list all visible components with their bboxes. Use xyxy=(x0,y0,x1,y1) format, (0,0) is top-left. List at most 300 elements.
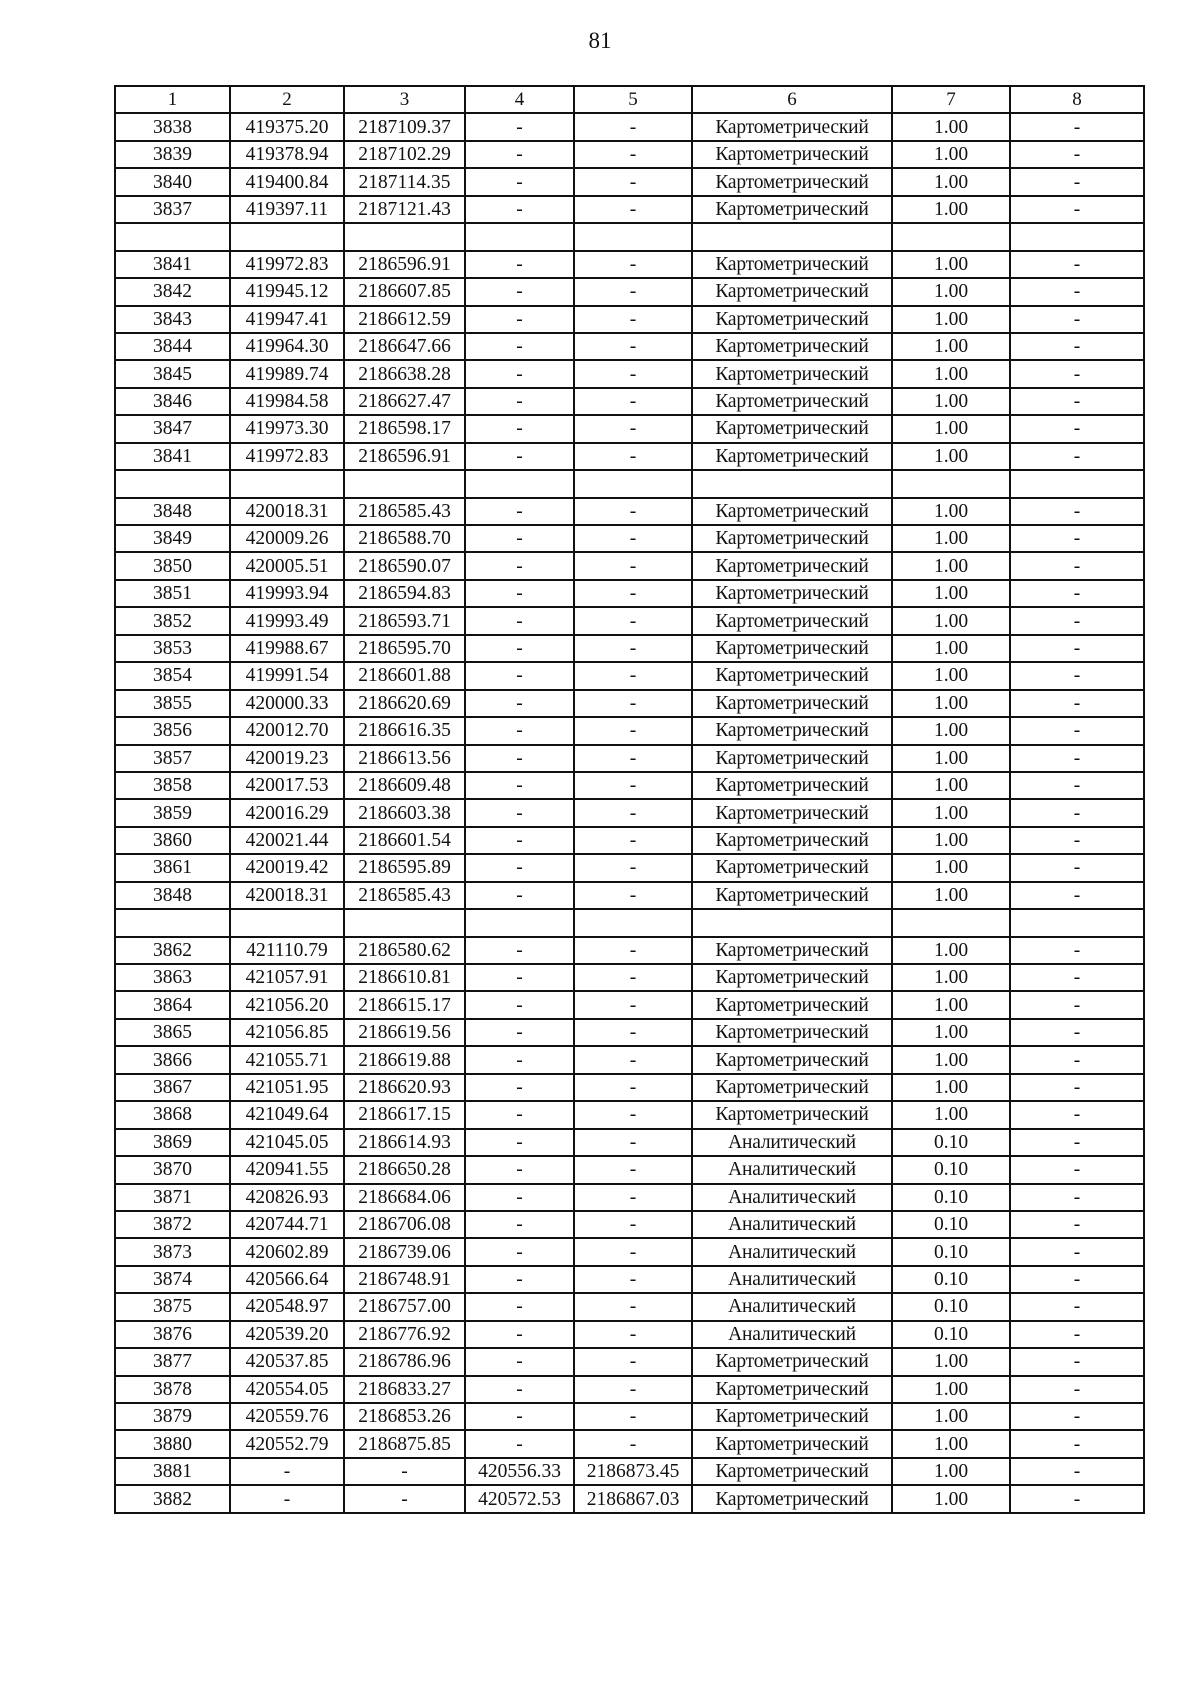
y-new-cell: - xyxy=(574,1074,692,1101)
point-number-cell: 3876 xyxy=(115,1321,230,1348)
point-number-cell: 3854 xyxy=(115,662,230,689)
method-cell: Картометрический xyxy=(692,991,892,1018)
x-new-cell: - xyxy=(465,306,574,333)
x-new-cell: - xyxy=(465,415,574,442)
y-coordinate-cell: 2187109.37 xyxy=(344,113,465,140)
y-coordinate-cell: 2186585.43 xyxy=(344,882,465,909)
point-number-cell: 3864 xyxy=(115,991,230,1018)
accuracy-cell: 0.10 xyxy=(892,1321,1010,1348)
method-cell: Картометрический xyxy=(692,1348,892,1375)
x-new-cell: - xyxy=(465,1238,574,1265)
table-row xyxy=(115,827,1144,854)
accuracy-cell: 1.00 xyxy=(892,717,1010,744)
point-number-cell: 3879 xyxy=(115,1403,230,1430)
y-coordinate-cell: 2186580.62 xyxy=(344,937,465,964)
point-number-cell: 3844 xyxy=(115,333,230,360)
note-cell: - xyxy=(1010,552,1144,579)
method-cell: Аналитический xyxy=(692,1129,892,1156)
y-coordinate-cell: 2186596.91 xyxy=(344,251,465,278)
method-cell: Картометрический xyxy=(692,1485,892,1512)
x-new-cell xyxy=(465,223,574,250)
y-new-cell: - xyxy=(574,415,692,442)
y-coordinate-cell: 2187121.43 xyxy=(344,196,465,223)
accuracy-cell: 0.10 xyxy=(892,1129,1010,1156)
y-coordinate-cell: 2186601.88 xyxy=(344,662,465,689)
accuracy-cell: 0.10 xyxy=(892,1184,1010,1211)
x-new-cell: - xyxy=(465,278,574,305)
accuracy-cell: 1.00 xyxy=(892,1019,1010,1046)
x-new-cell: - xyxy=(465,525,574,552)
note-cell: - xyxy=(1010,1101,1144,1128)
method-cell: Картометрический xyxy=(692,882,892,909)
method-cell: Картометрический xyxy=(692,1403,892,1430)
x-coordinate-cell: 421051.95 xyxy=(230,1074,344,1101)
note-cell: - xyxy=(1010,1485,1144,1512)
point-number-cell: 3855 xyxy=(115,690,230,717)
method-cell: Картометрический xyxy=(692,333,892,360)
table-row xyxy=(115,388,1144,415)
table-row xyxy=(115,1238,1144,1265)
point-number-cell: 3880 xyxy=(115,1430,230,1457)
table-row xyxy=(115,854,1144,881)
method-cell: Картометрический xyxy=(692,717,892,744)
note-cell: - xyxy=(1010,333,1144,360)
column-header-7: 7 xyxy=(892,86,1010,113)
point-number-cell: 3837 xyxy=(115,196,230,223)
y-new-cell: - xyxy=(574,333,692,360)
x-coordinate-cell: 421110.79 xyxy=(230,937,344,964)
y-new-cell: - xyxy=(574,525,692,552)
note-cell: - xyxy=(1010,278,1144,305)
y-new-cell: - xyxy=(574,1238,692,1265)
accuracy-cell: 0.10 xyxy=(892,1156,1010,1183)
x-new-cell: - xyxy=(465,1074,574,1101)
note-cell: - xyxy=(1010,113,1144,140)
note-cell: - xyxy=(1010,306,1144,333)
note-cell: - xyxy=(1010,1348,1144,1375)
method-cell: Картометрический xyxy=(692,113,892,140)
x-new-cell: - xyxy=(465,1266,574,1293)
method-cell: Картометрический xyxy=(692,251,892,278)
y-new-cell: - xyxy=(574,799,692,826)
accuracy-cell: 1.00 xyxy=(892,882,1010,909)
y-coordinate-cell: 2186601.54 xyxy=(344,827,465,854)
x-new-cell: - xyxy=(465,1101,574,1128)
point-number-cell: 3856 xyxy=(115,717,230,744)
table-row xyxy=(115,690,1144,717)
table-row xyxy=(115,662,1144,689)
y-coordinate-cell: 2186609.48 xyxy=(344,772,465,799)
method-cell: Картометрический xyxy=(692,1046,892,1073)
table-row xyxy=(115,415,1144,442)
x-new-cell: - xyxy=(465,141,574,168)
y-coordinate-cell: 2186588.70 xyxy=(344,525,465,552)
method-cell: Картометрический xyxy=(692,525,892,552)
column-header-3: 3 xyxy=(344,86,465,113)
x-coordinate-cell: 421049.64 xyxy=(230,1101,344,1128)
point-number-cell: 3841 xyxy=(115,443,230,470)
y-new-cell: - xyxy=(574,168,692,195)
y-new-cell: - xyxy=(574,498,692,525)
x-coordinate-cell: 419989.74 xyxy=(230,360,344,387)
accuracy-cell: 1.00 xyxy=(892,278,1010,305)
method-cell xyxy=(692,470,892,497)
method-cell: Картометрический xyxy=(692,745,892,772)
point-number-cell: 3881 xyxy=(115,1458,230,1485)
accuracy-cell: 0.10 xyxy=(892,1266,1010,1293)
x-coordinate-cell: 419947.41 xyxy=(230,306,344,333)
x-coordinate-cell: 421056.20 xyxy=(230,991,344,1018)
table-row xyxy=(115,772,1144,799)
note-cell: - xyxy=(1010,415,1144,442)
y-new-cell xyxy=(574,470,692,497)
y-coordinate-cell: 2186603.38 xyxy=(344,799,465,826)
accuracy-cell: 1.00 xyxy=(892,1101,1010,1128)
y-new-cell: - xyxy=(574,1430,692,1457)
method-cell: Аналитический xyxy=(692,1211,892,1238)
column-header-8: 8 xyxy=(1010,86,1144,113)
y-coordinate-cell: 2186776.92 xyxy=(344,1321,465,1348)
x-new-cell: - xyxy=(465,168,574,195)
table-row xyxy=(115,1101,1144,1128)
note-cell: - xyxy=(1010,1156,1144,1183)
x-new-cell: - xyxy=(465,1046,574,1073)
y-coordinate-cell: 2186706.08 xyxy=(344,1211,465,1238)
method-cell xyxy=(692,223,892,250)
y-new-cell: - xyxy=(574,196,692,223)
x-new-cell: - xyxy=(465,498,574,525)
x-new-cell: - xyxy=(465,1184,574,1211)
separator-row xyxy=(115,909,1144,936)
x-new-cell: - xyxy=(465,1348,574,1375)
point-number-cell: 3862 xyxy=(115,937,230,964)
accuracy-cell: 1.00 xyxy=(892,991,1010,1018)
table-row xyxy=(115,1485,1144,1512)
table-row xyxy=(115,1156,1144,1183)
table-row xyxy=(115,1046,1144,1073)
y-coordinate-cell: - xyxy=(344,1485,465,1512)
x-coordinate-cell: 420018.31 xyxy=(230,882,344,909)
x-coordinate-cell: 420021.44 xyxy=(230,827,344,854)
y-coordinate-cell: 2186612.59 xyxy=(344,306,465,333)
note-cell: - xyxy=(1010,964,1144,991)
point-number-cell: 3850 xyxy=(115,552,230,579)
point-number-cell: 3859 xyxy=(115,799,230,826)
x-coordinate-cell: 420744.71 xyxy=(230,1211,344,1238)
y-coordinate-cell: 2186748.91 xyxy=(344,1266,465,1293)
method-cell: Картометрический xyxy=(692,1376,892,1403)
table-row xyxy=(115,1376,1144,1403)
x-coordinate-cell: 419993.94 xyxy=(230,580,344,607)
table-row xyxy=(115,1184,1144,1211)
accuracy-cell: 1.00 xyxy=(892,1046,1010,1073)
y-new-cell: - xyxy=(574,1348,692,1375)
method-cell: Аналитический xyxy=(692,1238,892,1265)
accuracy-cell: 1.00 xyxy=(892,799,1010,826)
column-header-1: 1 xyxy=(115,86,230,113)
note-cell: - xyxy=(1010,498,1144,525)
note-cell: - xyxy=(1010,854,1144,881)
note-cell: - xyxy=(1010,745,1144,772)
note-cell: - xyxy=(1010,443,1144,470)
accuracy-cell: 0.10 xyxy=(892,1238,1010,1265)
y-coordinate-cell: 2186650.28 xyxy=(344,1156,465,1183)
x-coordinate-cell: 420537.85 xyxy=(230,1348,344,1375)
accuracy-cell: 1.00 xyxy=(892,306,1010,333)
accuracy-cell: 1.00 xyxy=(892,498,1010,525)
x-new-cell: - xyxy=(465,937,574,964)
page-number: 81 xyxy=(588,28,612,53)
separator-row xyxy=(115,223,1144,250)
x-coordinate-cell: - xyxy=(230,1485,344,1512)
x-new-cell: - xyxy=(465,113,574,140)
y-coordinate-cell: 2186613.56 xyxy=(344,745,465,772)
x-coordinate-cell: 419972.83 xyxy=(230,251,344,278)
y-new-cell: - xyxy=(574,1376,692,1403)
point-number-cell: 3848 xyxy=(115,882,230,909)
note-cell: - xyxy=(1010,937,1144,964)
y-new-cell: - xyxy=(574,1129,692,1156)
method-cell: Аналитический xyxy=(692,1266,892,1293)
x-new-cell: - xyxy=(465,827,574,854)
accuracy-cell: 1.00 xyxy=(892,168,1010,195)
y-coordinate-cell: 2186786.96 xyxy=(344,1348,465,1375)
y-coordinate-cell: 2186594.83 xyxy=(344,580,465,607)
y-coordinate-cell: 2186595.70 xyxy=(344,635,465,662)
note-cell: - xyxy=(1010,525,1144,552)
point-number-cell: 3845 xyxy=(115,360,230,387)
y-new-cell: - xyxy=(574,745,692,772)
x-coordinate-cell: 420012.70 xyxy=(230,717,344,744)
x-coordinate-cell: 419973.30 xyxy=(230,415,344,442)
method-cell: Картометрический xyxy=(692,415,892,442)
table-row xyxy=(115,1458,1144,1485)
y-new-cell: - xyxy=(574,635,692,662)
y-new-cell: 2186873.45 xyxy=(574,1458,692,1485)
y-new-cell: - xyxy=(574,1184,692,1211)
accuracy-cell xyxy=(892,909,1010,936)
method-cell: Картометрический xyxy=(692,168,892,195)
point-number-cell: 3860 xyxy=(115,827,230,854)
y-coordinate-cell: 2186614.93 xyxy=(344,1129,465,1156)
method-cell: Картометрический xyxy=(692,443,892,470)
accuracy-cell: 1.00 xyxy=(892,745,1010,772)
accuracy-cell: 1.00 xyxy=(892,141,1010,168)
y-coordinate-cell: 2186617.15 xyxy=(344,1101,465,1128)
x-new-cell: - xyxy=(465,799,574,826)
y-new-cell: - xyxy=(574,964,692,991)
x-new-cell: - xyxy=(465,1019,574,1046)
note-cell: - xyxy=(1010,607,1144,634)
method-cell: Картометрический xyxy=(692,1430,892,1457)
point-number-cell: 3874 xyxy=(115,1266,230,1293)
table-row xyxy=(115,1430,1144,1457)
column-header-5: 5 xyxy=(574,86,692,113)
table-row xyxy=(115,196,1144,223)
note-cell: - xyxy=(1010,1211,1144,1238)
x-coordinate-cell: 420000.33 xyxy=(230,690,344,717)
x-coordinate-cell: 420017.53 xyxy=(230,772,344,799)
y-coordinate-cell: 2186598.17 xyxy=(344,415,465,442)
x-coordinate-cell: 419988.67 xyxy=(230,635,344,662)
y-new-cell: - xyxy=(574,306,692,333)
point-number-cell: 3882 xyxy=(115,1485,230,1512)
point-number-cell: 3838 xyxy=(115,113,230,140)
method-cell: Картометрический xyxy=(692,498,892,525)
note-cell: - xyxy=(1010,827,1144,854)
y-new-cell: - xyxy=(574,443,692,470)
table-row xyxy=(115,443,1144,470)
x-coordinate-cell: 420554.05 xyxy=(230,1376,344,1403)
y-coordinate-cell: - xyxy=(344,1458,465,1485)
y-coordinate-cell: 2186875.85 xyxy=(344,1430,465,1457)
point-number-cell: 3867 xyxy=(115,1074,230,1101)
x-new-cell: - xyxy=(465,360,574,387)
table-row xyxy=(115,799,1144,826)
point-number-cell: 3863 xyxy=(115,964,230,991)
table-row xyxy=(115,607,1144,634)
point-number-cell: 3840 xyxy=(115,168,230,195)
column-header-2: 2 xyxy=(230,86,344,113)
y-coordinate-cell: 2186615.17 xyxy=(344,991,465,1018)
accuracy-cell: 1.00 xyxy=(892,251,1010,278)
point-number-cell: 3842 xyxy=(115,278,230,305)
method-cell xyxy=(692,909,892,936)
accuracy-cell: 1.00 xyxy=(892,1074,1010,1101)
point-number-cell: 3843 xyxy=(115,306,230,333)
y-new-cell: - xyxy=(574,772,692,799)
note-cell: - xyxy=(1010,141,1144,168)
y-coordinate-cell xyxy=(344,909,465,936)
note-cell: - xyxy=(1010,1430,1144,1457)
x-new-cell: - xyxy=(465,607,574,634)
x-coordinate-cell xyxy=(230,223,344,250)
point-number-cell: 3873 xyxy=(115,1238,230,1265)
y-new-cell: - xyxy=(574,141,692,168)
table-body xyxy=(115,113,1144,1512)
table-row xyxy=(115,1266,1144,1293)
note-cell: - xyxy=(1010,799,1144,826)
table-row xyxy=(115,717,1144,744)
y-new-cell: - xyxy=(574,580,692,607)
accuracy-cell: 1.00 xyxy=(892,1430,1010,1457)
point-number-cell: 3857 xyxy=(115,745,230,772)
x-coordinate-cell: 420019.42 xyxy=(230,854,344,881)
y-coordinate-cell xyxy=(344,470,465,497)
table-row xyxy=(115,580,1144,607)
method-cell: Картометрический xyxy=(692,607,892,634)
x-coordinate-cell: 420602.89 xyxy=(230,1238,344,1265)
method-cell: Картометрический xyxy=(692,196,892,223)
x-new-cell: - xyxy=(465,854,574,881)
x-coordinate-cell: 419984.58 xyxy=(230,388,344,415)
note-cell: - xyxy=(1010,1129,1144,1156)
x-coordinate-cell: 420539.20 xyxy=(230,1321,344,1348)
table-row xyxy=(115,306,1144,333)
table-row xyxy=(115,1403,1144,1430)
method-cell: Картометрический xyxy=(692,690,892,717)
note-cell: - xyxy=(1010,1376,1144,1403)
point-number-cell: 3877 xyxy=(115,1348,230,1375)
note-cell: - xyxy=(1010,1293,1144,1320)
y-new-cell: - xyxy=(574,1293,692,1320)
method-cell: Картометрический xyxy=(692,772,892,799)
x-new-cell: - xyxy=(465,580,574,607)
method-cell: Картометрический xyxy=(692,937,892,964)
point-number-cell xyxy=(115,223,230,250)
y-coordinate-cell xyxy=(344,223,465,250)
method-cell: Картометрический xyxy=(692,306,892,333)
note-cell: - xyxy=(1010,388,1144,415)
x-new-cell: - xyxy=(465,196,574,223)
point-number-cell: 3846 xyxy=(115,388,230,415)
accuracy-cell: 1.00 xyxy=(892,607,1010,634)
y-new-cell: - xyxy=(574,937,692,964)
y-new-cell: - xyxy=(574,552,692,579)
point-number-cell: 3868 xyxy=(115,1101,230,1128)
x-new-cell: - xyxy=(465,552,574,579)
method-cell: Картометрический xyxy=(692,141,892,168)
y-new-cell: - xyxy=(574,1156,692,1183)
accuracy-cell: 1.00 xyxy=(892,333,1010,360)
point-number-cell xyxy=(115,909,230,936)
table-row xyxy=(115,745,1144,772)
accuracy-cell: 0.10 xyxy=(892,1211,1010,1238)
y-new-cell: - xyxy=(574,1211,692,1238)
y-coordinate-cell: 2187102.29 xyxy=(344,141,465,168)
point-number-cell: 3847 xyxy=(115,415,230,442)
note-cell xyxy=(1010,223,1144,250)
method-cell: Картометрический xyxy=(692,1458,892,1485)
table-row xyxy=(115,552,1144,579)
method-cell: Картометрический xyxy=(692,278,892,305)
accuracy-cell: 1.00 xyxy=(892,113,1010,140)
accuracy-cell: 1.00 xyxy=(892,360,1010,387)
note-cell: - xyxy=(1010,635,1144,662)
note-cell xyxy=(1010,909,1144,936)
method-cell: Картометрический xyxy=(692,1019,892,1046)
y-coordinate-cell: 2186638.28 xyxy=(344,360,465,387)
note-cell: - xyxy=(1010,196,1144,223)
accuracy-cell: 1.00 xyxy=(892,635,1010,662)
point-number-cell: 3858 xyxy=(115,772,230,799)
x-new-cell: - xyxy=(465,882,574,909)
table-row xyxy=(115,251,1144,278)
x-new-cell: - xyxy=(465,690,574,717)
method-cell: Аналитический xyxy=(692,1184,892,1211)
table-row xyxy=(115,333,1144,360)
y-coordinate-cell: 2186590.07 xyxy=(344,552,465,579)
x-new-cell: - xyxy=(465,1156,574,1183)
method-cell: Картометрический xyxy=(692,580,892,607)
x-new-cell: - xyxy=(465,1430,574,1457)
x-new-cell: - xyxy=(465,1321,574,1348)
y-coordinate-cell: 2186647.66 xyxy=(344,333,465,360)
x-new-cell: - xyxy=(465,745,574,772)
y-new-cell: - xyxy=(574,388,692,415)
note-cell: - xyxy=(1010,690,1144,717)
note-cell: - xyxy=(1010,1019,1144,1046)
method-cell: Картометрический xyxy=(692,854,892,881)
x-coordinate-cell: 420548.97 xyxy=(230,1293,344,1320)
y-new-cell: - xyxy=(574,607,692,634)
accuracy-cell: 1.00 xyxy=(892,854,1010,881)
table-row xyxy=(115,525,1144,552)
x-coordinate-cell: 419972.83 xyxy=(230,443,344,470)
table-row xyxy=(115,168,1144,195)
accuracy-cell: 0.10 xyxy=(892,1293,1010,1320)
point-number-cell: 3875 xyxy=(115,1293,230,1320)
